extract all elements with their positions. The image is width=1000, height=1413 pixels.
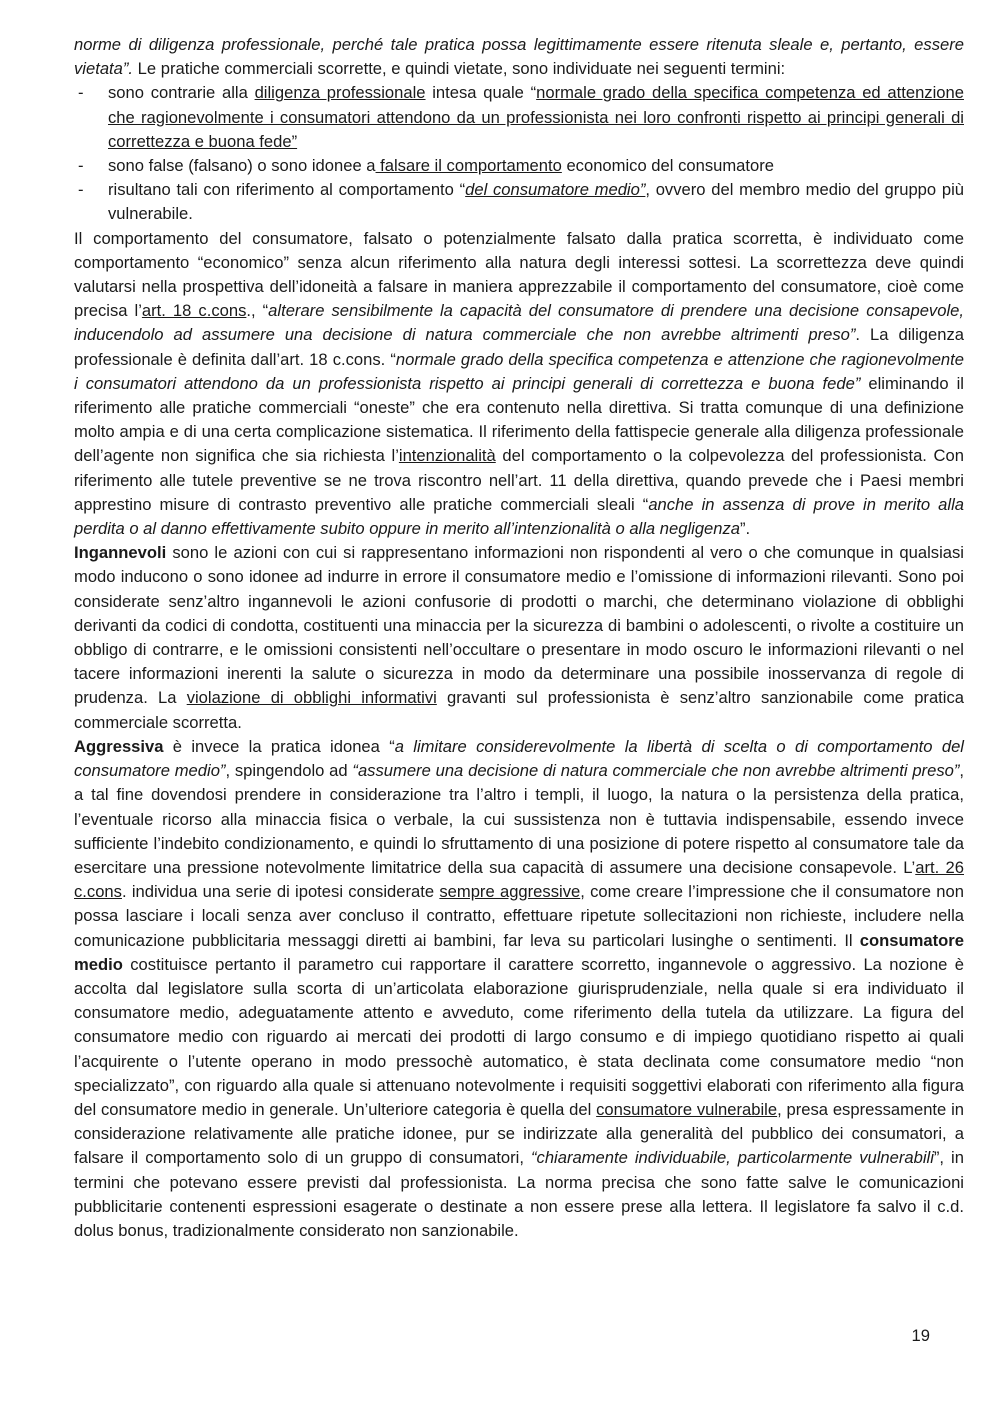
body-text: costituisce pertanto il parametro cui rapportare il carattere scorretto, ingannevole o aggressivo. La nozione è accolta dal legislatore sulla scorta di un’articolata elaborazione giurisprudenziale, nella quale si era individuato il consumatore medio, adeguatamente attento e avveduto, come riferimento della tutela da utilizzare. La figura del consumatore medio con riguardo ai mercati dei prodotti di largo consumo e di impiego quotidiano rispetto ai quali l’acquirente o l’utente operano in modo pressochè automatico, è stata declinata come consumatore medio “non specializzato”, con riguardo alla quale si attenuano notevolmente i requisiti soggettivi elaborati con riferimento alla figura del consumatore medio in generale. Un’ulteriore categoria è quella del: [74, 954, 964, 1119]
page-number: 19: [911, 1326, 930, 1345]
list-item: [74, 81, 964, 154]
body-text: è invece la pratica idonea “: [163, 736, 395, 756]
article-reference: art. 26 c.cons: [74, 857, 964, 902]
list-text: , ovvero del membro medio del gruppo più vulnerabile.: [108, 180, 964, 224]
underlined-term: violazione di obblighi informativi: [186, 688, 437, 708]
body-text: del comportamento o la colpevolezza del professionista. Con riferimento alle tutele preventive se ne trova riscontro nell’art. 11 della direttiva, quando prevede che i Paesi membri apprestino misure di contrasto preventivo alle pratiche commerciali sleali “: [74, 446, 964, 514]
body-paragraph-consumer-behaviour: [74, 227, 964, 542]
italic-quote: “chiaramente individuabile, particolarmente vulnerabili: [531, 1148, 934, 1168]
underlined-term: sempre aggressive: [439, 882, 581, 902]
underlined-definition: normale grado della specifica competenza ed attenzione che ragionevolmente i consumatori attendono da un professionista nei loro confronti rispetto ai principi generali di correttezza e buona fede”: [108, 83, 964, 151]
criteria-list: [74, 81, 964, 226]
body-text: , come creare l’impressione che il consumatore non possa lasciare i locali senza aver concluso il contratto, effettuare ripetute sollecitazioni non richieste, includere nella comunicazione pubblicitaria messaggi diretti ai bambini, far leva su particolari lusinghe o sentimenti. Il: [74, 882, 964, 950]
body-text: , presa espressamente in considerazione relativamente alle pratiche idonee, pur se indirizzate alla generalità del pubblico dei consumatori, a falsare il comportamento solo di un gruppo di consumatori,: [74, 1099, 964, 1168]
bold-term: consumatore medio: [74, 930, 964, 974]
underlined-term: intenzionalità: [398, 446, 496, 466]
body-text: sono le azioni con cui si rappresentano informazioni non rispondenti al vero o che comunque in qualsiasi modo inducono o sono idonee ad indurre in errore il consumatore medio e l’omissione di informazioni rilevanti. Sono poi considerate senz’altro ingannevoli le azioni confusorie di prodotti o marchi, che determinano violazione di obblighi derivanti da codici di condotta, costituenti una minaccia per la sicurezza di bambini o adolescenti, o rivolte a costituire un obbligo di contrarre, e le omissioni consistenti nell’occultare o presentare in modo oscuro le informazioni rilevanti o nel tacere informazioni inerenti la salute o sicurezza in modo da determinare una possibile inosservanza di regole di prudenza. La: [74, 543, 964, 708]
dash-bullet: -: [78, 156, 84, 176]
body-text: , a tal fine dovendosi prendere in considerazione tra l’altro i templi, il luogo, la natura o la persistenza della pratica, l’eventuale ricorso alla minaccia fisica o verbale, la cui sussistenza non è tuttavia indispensabile, essendo invece sufficiente l’indebito condizionamento, e quindi lo sfruttamento di una posizione di potere rispetto al consumatore tale da esercitare una pressione notevolmente limitatrice della sua capacità di assumere una decisione consapevole. L’: [74, 761, 964, 877]
italic-quote: normale grado della specifica competenza e attenzione che ragionevolmente i consumatori attendono da un professionista rispetto ai principi generali di correttezza e buona fede”: [74, 349, 964, 393]
article-reference: art. 18 c.cons: [141, 301, 247, 321]
body-text: Il comportamento del consumatore, falsato o potenzialmente falsato dalla pratica scorretta, è individuato come comportamento “economico” senza alcun riferimento alla natura degli interessi sottesi. La scorrettezza deve quindi valutarsi nella prospettiva dell’idoneità a falsare in maniera apprezzabile il comportamento del consumatore, cioè come precisa l’: [74, 228, 964, 321]
body-text: ”, in termini che potevano essere previsti dal professionista. La norma precisa che sono fatte salve le comunicazioni pubblicitarie contenenti espressioni esagerate o destinate a non essere prese alla lettera. Il legislatore fa salvo il c.d. dolus bonus, tradizionalmente considerato non sanzionabile.: [74, 1148, 964, 1240]
italic-quote: alterare sensibilmente la capacità del consumatore di prendere una decisione consapevole, inducendolo ad assumere una decisione di natura commerciale che non avrebbe altrimenti preso”: [74, 301, 964, 345]
bold-term: Aggressiva: [74, 736, 164, 756]
list-item: [74, 154, 964, 178]
underlined-italic-term: del consumatore medio”: [465, 180, 646, 200]
list-text: sono contrarie alla: [108, 83, 255, 103]
underlined-term: falsare il comportamento: [375, 156, 562, 176]
body-text: ., “: [246, 301, 269, 321]
body-paragraph-misleading: [74, 541, 964, 735]
body-text: . La diligenza professionale è definita dall’art. 18 c.cons. “: [74, 325, 964, 369]
list-text: intesa quale “: [425, 83, 537, 103]
bold-term: Ingannevoli: [74, 543, 167, 563]
underlined-term: diligenza professionale: [254, 83, 426, 103]
italic-quote: anche in assenza di prove in merito alla perdita o al danno effettivamente subito oppure in merito all’intenzionalità o alla negligenza: [74, 494, 964, 539]
list-text: risultano tali con riferimento al comportamento “: [108, 180, 466, 200]
body-text: ”.: [740, 519, 751, 539]
dash-bullet: -: [78, 180, 84, 200]
body-paragraph-aggressive: [74, 735, 964, 1243]
body-text: , spingendolo ad: [225, 761, 353, 781]
italic-quote: a limitare considerevolmente la libertà di scelta o di comportamento del consumatore medio”: [74, 736, 964, 781]
intro-paragraph: [74, 33, 964, 81]
dash-bullet: -: [78, 83, 84, 103]
italic-quote: “assumere una decisione di natura commerciale che non avrebbe altrimenti preso”: [352, 761, 960, 781]
list-text: sono false (falsano) o sono idonee a: [108, 156, 376, 176]
underlined-term: consumatore vulnerabile: [596, 1099, 778, 1119]
list-text: economico del consumatore: [561, 156, 774, 176]
list-item: [74, 178, 964, 226]
intro-text: Le pratiche commerciali scorrette, e quindi vietate, sono individuate nei seguenti termini:: [133, 59, 786, 79]
body-text: gravanti sul professionista è senz’altro sanzionabile come pratica commerciale scorretta.: [74, 688, 965, 732]
document-page: [74, 33, 964, 1243]
body-text: . individua una serie di ipotesi considerate: [121, 882, 440, 902]
intro-quote: norme di diligenza professionale, perché tale pratica possa legittimamente essere ritenuta sleale e, pertanto, essere vietata”.: [74, 35, 964, 79]
body-text: eliminando il riferimento alle pratiche commerciali “oneste” che era contenuto nella direttiva. Si tratta comunque di una definizione molto ampia e di una certa complicazione sistematica. Il riferimento della fattispecie generale alla diligenza professionale dell’agente non significa che sia richiesta l’: [74, 373, 964, 466]
